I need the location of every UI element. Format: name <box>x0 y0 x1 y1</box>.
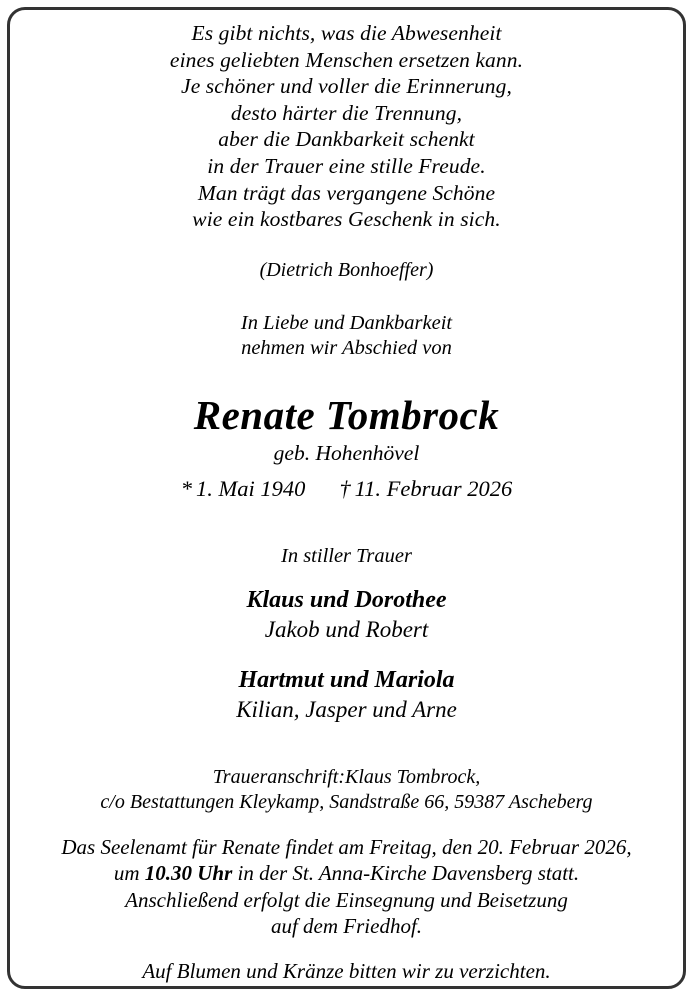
service-line-time-location <box>24 860 669 887</box>
deceased-maiden-name: geb. Hohenhövel <box>273 440 420 465</box>
poem-line: eines geliebten Menschen ersetzen kann. <box>169 47 524 72</box>
condolence-address <box>24 765 669 815</box>
funeral-service-details <box>24 834 669 940</box>
address-line-2: c/o Bestattungen Kleykamp, Sandstraße 66, 59387 Ascheberg <box>100 790 593 813</box>
farewell-line-2: nehmen wir Abschied von <box>241 337 452 360</box>
mourner-group <box>24 585 669 644</box>
poem-line: Je schöner und voller die Erinnerung, <box>181 74 512 99</box>
service-line-date: Das Seelenamt für Renate findet am Freitag, den 20. Februar 2026, <box>61 834 632 859</box>
deceased-name: Renate Tombrock <box>193 391 500 438</box>
service-time: 10.30 Uhr <box>144 861 233 886</box>
mourner-group <box>24 665 669 724</box>
death-cross-icon: † <box>339 475 351 501</box>
service-line-burial: Anschließend erfolgt die Einsegnung und Beisetzung <box>125 887 568 912</box>
poem-line: in der Trauer eine stille Freude. <box>207 153 486 178</box>
mourner-children-names: Kilian, Jasper und Arne <box>236 696 457 722</box>
address-line-1: Traueranschrift:Klaus Tombrock, <box>212 765 481 788</box>
service-location: in der St. Anna-Kirche Davensberg statt. <box>232 861 580 886</box>
mourners-heading: In stiller Trauer <box>281 544 412 567</box>
poem-line: wie ein kostbares Geschenk in sich. <box>192 207 501 232</box>
memorial-poem <box>24 20 669 233</box>
service-time-prefix: um <box>113 861 145 886</box>
obituary-notice-card <box>7 7 686 989</box>
poem-line: Es gibt nichts, was die Abwesenheit <box>191 21 502 45</box>
farewell-line-1: In Liebe und Dankbarkeit <box>240 311 453 334</box>
death-date: 11. Februar 2026 <box>354 475 513 501</box>
birth-date: 1. Mai 1940 <box>195 475 306 501</box>
birth-star-icon: * <box>180 475 192 501</box>
flowers-note: Auf Blumen und Kränze bitten wir zu verzichten. <box>142 958 551 983</box>
notice-content <box>10 10 683 984</box>
poem-line: aber die Dankbarkeit schenkt <box>218 127 475 152</box>
mourner-children-names: Jakob und Robert <box>264 616 429 642</box>
poem-attribution: (Dietrich Bonhoeffer) <box>259 258 434 281</box>
poem-line: desto härter die Trennung, <box>230 100 463 125</box>
service-line-cemetery: auf dem Friedhof. <box>270 914 423 939</box>
poem-line: Man trägt das vergangene Schöne <box>197 180 496 205</box>
mourner-primary-names: Hartmut und Mariola <box>238 666 455 693</box>
farewell-message <box>24 311 669 362</box>
life-dates <box>24 475 669 503</box>
mourner-primary-names: Klaus und Dorothee <box>246 586 447 613</box>
